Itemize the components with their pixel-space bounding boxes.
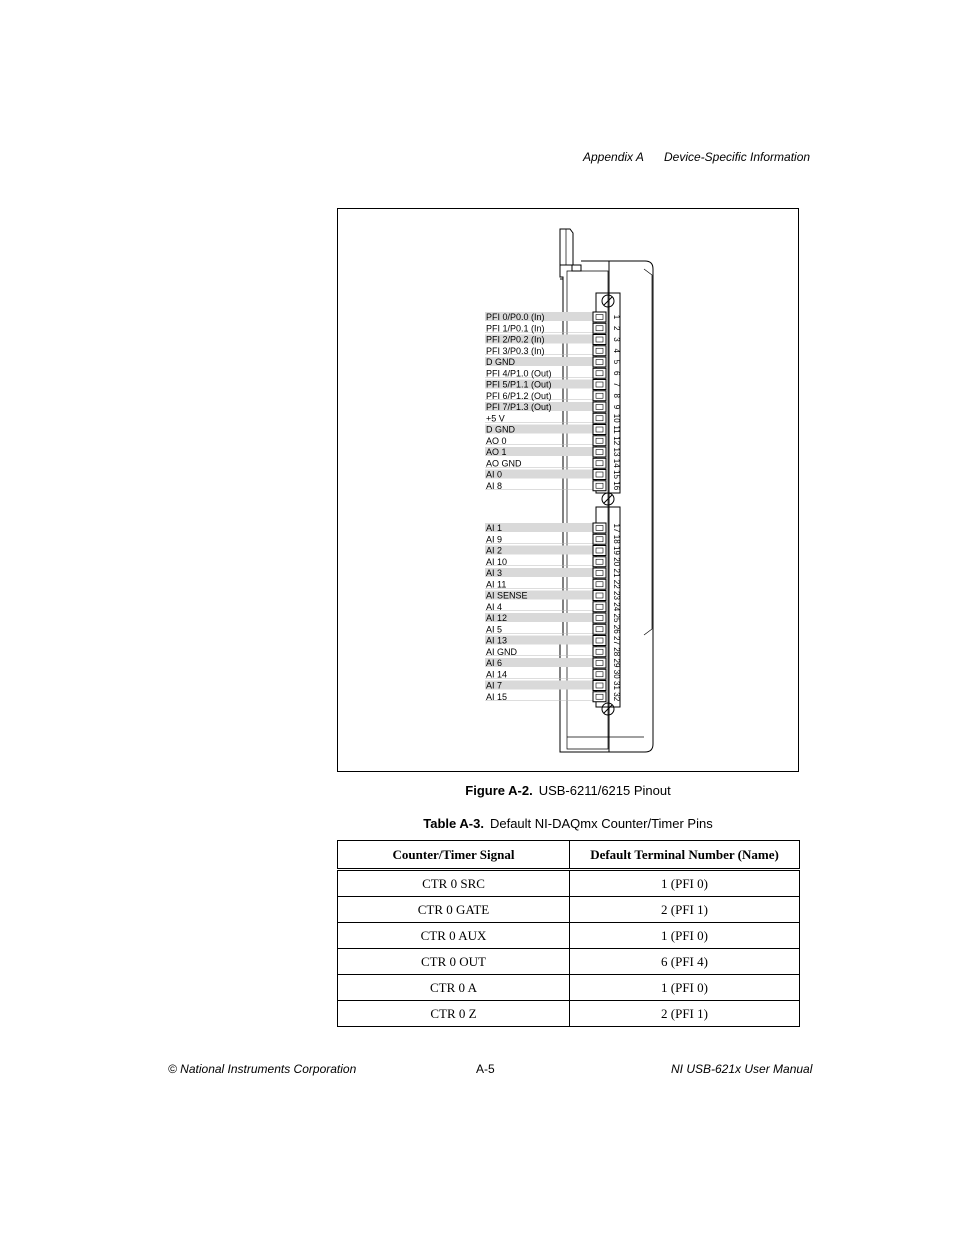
pin-signal-label: AI 1 — [486, 523, 503, 533]
table-row — [338, 870, 800, 897]
cell-signal: CTR 0 A — [338, 975, 570, 1001]
header-section: Device-Specific Information — [664, 150, 811, 164]
pin-signal-label: AI 2 — [486, 545, 503, 556]
screw-terminal — [593, 481, 606, 491]
pin-number: 16 — [612, 481, 621, 491]
pin-signal-label: AO 0 — [486, 435, 507, 446]
screw-terminal — [593, 436, 606, 446]
pin-number: 20 — [612, 557, 621, 567]
pin-number: 24 — [612, 602, 621, 612]
pin-signal-label: AI 7 — [486, 680, 503, 691]
figure-label: Figure A-2. — [465, 783, 533, 798]
table-row — [338, 949, 800, 975]
cell-signal: CTR 0 OUT — [338, 949, 570, 975]
pin-signal-label: PFI 3/P0.3 (In) — [486, 345, 545, 356]
pin-number: 22 — [612, 579, 621, 589]
screw-terminal — [593, 647, 606, 657]
pin-number: 10 — [612, 413, 621, 423]
screw-terminal — [593, 669, 606, 679]
figure-title: USB-6211/6215 Pinout — [538, 783, 671, 798]
screw-terminal — [593, 613, 606, 623]
cell-terminal: 1 (PFI 0) — [570, 923, 800, 949]
pin-number: 25 — [612, 613, 621, 623]
screw-terminal — [593, 557, 606, 567]
pin-signal-label: AI 11 — [486, 579, 507, 590]
col-header-signal: Counter/Timer Signal — [338, 841, 570, 870]
pin-signal-label: AI 9 — [486, 534, 503, 545]
cell-signal: CTR 0 GATE — [338, 897, 570, 923]
table-label: Table A-3. — [423, 816, 484, 831]
pin-number: 14 — [612, 458, 621, 468]
pin-signal-label: AI 5 — [486, 624, 503, 635]
screw-terminal — [593, 346, 606, 356]
pin-signal-label: AI 14 — [486, 669, 508, 680]
pin-number: 12 — [612, 436, 621, 446]
table-row — [338, 975, 800, 1001]
pin-number: 3 — [612, 337, 621, 342]
pin-number: 9 — [612, 404, 621, 410]
cell-terminal: 2 (PFI 1) — [570, 897, 800, 923]
screw-terminal — [593, 534, 606, 544]
footer-page-number: A-5 — [476, 1062, 495, 1076]
pin-number: 26 — [612, 624, 621, 634]
pin-number: 2 — [612, 326, 621, 331]
pin-signal-label: D GND — [486, 357, 515, 367]
pin-signal-label: D GND — [486, 424, 515, 435]
pin-number: 23 — [612, 591, 621, 600]
screw-terminal — [593, 391, 606, 401]
cell-terminal: 1 (PFI 0) — [570, 870, 800, 897]
pin-signal-label: +5 V — [486, 413, 505, 424]
screw-terminal — [593, 312, 606, 322]
pin-signal-label: AI 3 — [486, 568, 503, 578]
pin-number: 17 — [612, 523, 621, 533]
screw-terminal — [593, 591, 606, 601]
cell-signal: CTR 0 SRC — [338, 870, 570, 897]
pin-number: 6 — [612, 371, 621, 376]
screw-terminal — [593, 602, 606, 612]
table-header-row — [338, 841, 800, 870]
pin-signal-label: PFI 5/P1.1 (Out) — [486, 379, 552, 390]
pin-signal-label: AI 6 — [486, 658, 503, 668]
cell-signal: CTR 0 Z — [338, 1001, 570, 1027]
pin-signal-label: PFI 1/P0.1 (In) — [486, 323, 545, 334]
screw-terminal — [593, 523, 606, 533]
screw-terminal — [593, 470, 606, 480]
footer-copyright: © National Instruments Corporation — [168, 1062, 357, 1076]
screw-terminal — [593, 380, 606, 390]
screw-terminal — [593, 335, 606, 345]
table-row — [338, 923, 800, 949]
screw-terminal — [593, 413, 606, 423]
pin-signal-label: PFI 6/P1.2 (Out) — [486, 390, 552, 401]
pin-signal-label: AI 10 — [486, 556, 508, 567]
figure-caption — [337, 783, 799, 798]
screw-terminal — [593, 368, 606, 378]
pin-signal-label: AO GND — [486, 458, 522, 469]
cell-terminal: 2 (PFI 1) — [570, 1001, 800, 1027]
pin-number: 31 — [612, 681, 621, 690]
pin-signal-label: AI 8 — [486, 480, 503, 491]
screw-terminal — [593, 636, 606, 646]
screw-terminal — [593, 624, 606, 634]
pin-signal-label: AI 4 — [486, 601, 503, 612]
pin-signal-label: PFI 4/P1.0 (Out) — [486, 368, 552, 379]
pin-number: 28 — [612, 647, 621, 657]
pin-number: 8 — [612, 393, 621, 398]
pin-number: 1 — [612, 314, 621, 320]
screw-terminal — [593, 447, 606, 457]
table-row — [338, 1001, 800, 1027]
screw-terminal — [593, 323, 606, 333]
counter-timer-table — [337, 840, 800, 1027]
pin-number: 7 — [612, 382, 621, 387]
pin-signal-label: AI 15 — [486, 691, 508, 702]
pinout-diagram — [338, 209, 800, 773]
pin-number: 27 — [612, 636, 621, 645]
screw-terminal — [593, 357, 606, 367]
screw-terminal — [593, 568, 606, 578]
screw-terminal — [593, 681, 606, 691]
pin-signal-label: PFI 0/P0.0 (In) — [486, 312, 545, 322]
pin-number: 19 — [612, 546, 621, 555]
pin-number: 21 — [612, 568, 621, 578]
pin-signal-label: AI 13 — [486, 635, 508, 646]
pin-number: 11 — [612, 425, 621, 434]
pin-signal-label: PFI 7/P1.3 (Out) — [486, 402, 552, 412]
table-row — [338, 897, 800, 923]
footer-manual-title: NI USB-621x User Manual — [671, 1062, 813, 1076]
pin-number: 32 — [612, 692, 621, 702]
pin-signal-label: AI SENSE — [486, 590, 528, 601]
header-appendix: Appendix A — [583, 150, 644, 164]
screw-terminal — [593, 692, 606, 702]
screw-terminal — [593, 658, 606, 668]
screw-terminal — [593, 579, 606, 589]
pin-number: 30 — [612, 669, 621, 679]
table-caption — [337, 816, 799, 831]
cell-signal: CTR 0 AUX — [338, 923, 570, 949]
pin-signal-label: AI 12 — [486, 613, 508, 623]
pin-number: 15 — [612, 470, 621, 479]
pin-signal-label: AI 0 — [486, 469, 503, 480]
col-header-terminal: Default Terminal Number (Name) — [570, 841, 800, 870]
pin-number: 29 — [612, 658, 621, 668]
pin-number: 4 — [612, 348, 621, 353]
screw-terminal — [593, 402, 606, 412]
pinout-figure — [337, 208, 799, 772]
cell-terminal: 1 (PFI 0) — [570, 975, 800, 1001]
screw-terminal — [593, 458, 606, 468]
table-title: Default NI-DAQmx Counter/Timer Pins — [489, 816, 713, 831]
pin-number: 5 — [612, 359, 621, 365]
pin-number: 13 — [612, 447, 621, 457]
pin-signal-label: AI GND — [486, 646, 518, 657]
pin-signal-label: PFI 2/P0.2 (In) — [486, 334, 545, 345]
screw-terminal — [593, 425, 606, 435]
pin-number: 18 — [612, 534, 621, 544]
cell-terminal: 6 (PFI 4) — [570, 949, 800, 975]
pin-signal-label: AO 1 — [486, 447, 507, 457]
screw-terminal — [593, 546, 606, 556]
